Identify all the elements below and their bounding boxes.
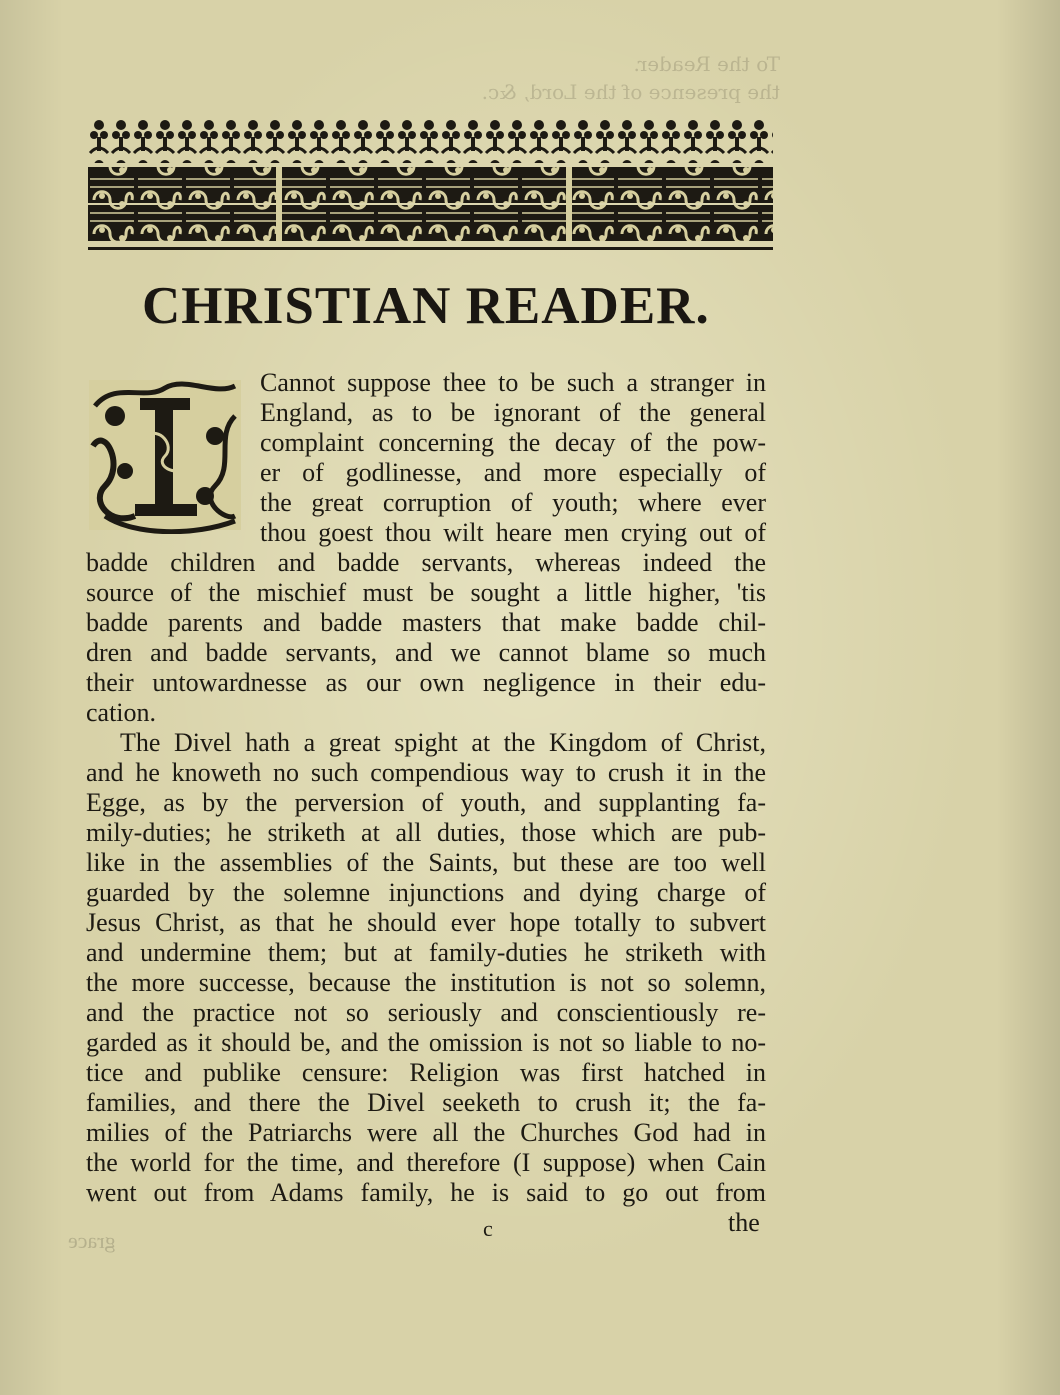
text-line: the great corruption of youth; where ever <box>260 488 766 517</box>
text-line: the more successe, because the institution is not so solemn, <box>86 968 766 997</box>
text-line: cation. <box>86 698 157 727</box>
text-line: and undermine them; but at family-duties he striketh with <box>86 938 766 967</box>
text-line: complaint concerning the decay of the pow- <box>260 428 766 457</box>
bleed-through-text: To the Reader. the presence of the Lord, &c. <box>481 52 780 104</box>
text-line: tice and publike censure: Religion was first hatched in <box>86 1058 766 1087</box>
text-line: er of godlinesse, and more especially of <box>260 458 766 487</box>
text-line: source of the mischief must be sought a little higher, 'tis <box>86 578 766 607</box>
bleed-through-fragment: grace <box>68 1228 116 1253</box>
text-line: thou goest thou wilt heare men crying out of <box>260 518 766 547</box>
text-line: dren and badde servants, and we cannot blame so much <box>86 638 766 667</box>
text-line: Cannot suppose thee to be such a stranger in <box>260 368 766 397</box>
text-line: like in the assemblies of the Saints, but these are too well <box>86 848 766 877</box>
text-line: families, and there the Divel seeketh to crush it; the fa- <box>86 1088 766 1117</box>
text-line: badde parents and badde masters that make badde chil- <box>86 608 766 637</box>
text-line: their untowardnesse as our own negligence in their edu- <box>86 668 766 697</box>
headpiece-ornament <box>88 115 773 250</box>
page-title: CHRISTIAN READER. <box>142 277 710 335</box>
text-line: milies of the Patriarchs were all the Churches God had in <box>86 1118 766 1147</box>
catchword: the <box>728 1208 760 1237</box>
body-text <box>80 368 770 1268</box>
text-line: and he knoweth no such compendious way to crush it in the <box>86 758 766 787</box>
signature-mark: c <box>483 1216 493 1241</box>
text-line: guarded by the solemne injunctions and dying charge of <box>86 878 766 907</box>
text-line: garded as it should be, and the omission is not so liable to no- <box>86 1028 766 1057</box>
text-line: badde children and badde servants, whereas indeed the <box>86 548 766 577</box>
text-line: Egge, as by the perversion of youth, and supplanting fa- <box>86 788 766 817</box>
text-line: went out from Adams family, he is said to go out from <box>86 1178 766 1207</box>
text-line: The Divel hath a great spight at the Kingdom of Christ, <box>120 728 766 757</box>
text-line: mily-duties; he striketh at all duties, those which are pub- <box>86 818 766 847</box>
text-line: Jesus Christ, as that he should ever hope totally to subvert <box>86 908 766 937</box>
text-line: and the practice not so seriously and conscientiously re- <box>86 998 766 1027</box>
text-line: England, as to be ignorant of the general <box>260 398 766 427</box>
text-line: the world for the time, and therefore (I suppose) when Cain <box>86 1148 766 1177</box>
